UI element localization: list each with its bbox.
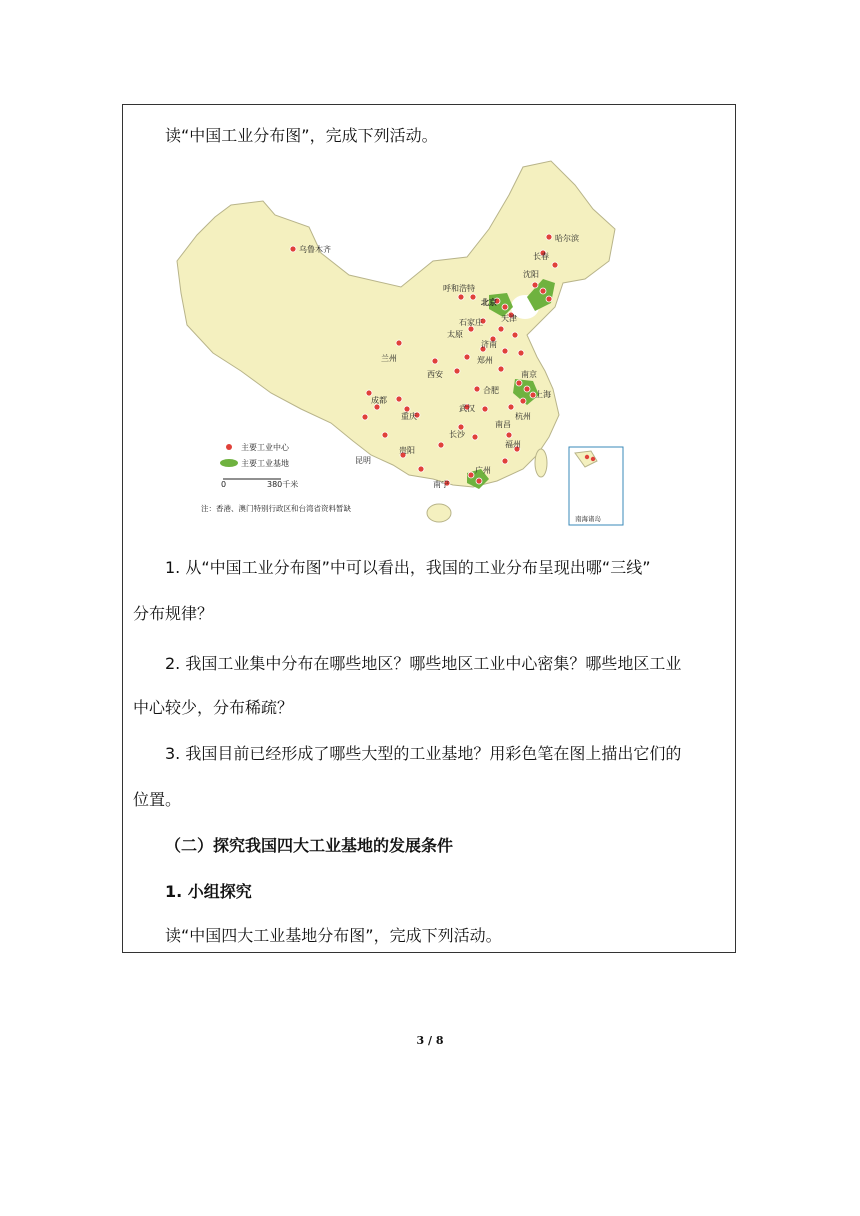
legend-base-label: 主要工业基地 <box>241 459 289 468</box>
city-label: 福州 <box>505 440 521 449</box>
question-1-line-2: 分布规律？ <box>133 604 214 623</box>
city-label: 重庆 <box>401 412 417 421</box>
city-label: 西安 <box>427 370 443 379</box>
legend-dot-icon <box>226 444 232 450</box>
page-number: 3 / 8 <box>416 1034 444 1047</box>
city-label: 南京 <box>521 370 537 379</box>
city-label: 太原 <box>447 330 463 339</box>
city-label: 杭州 <box>515 412 531 421</box>
city-label: 广州 <box>475 466 491 475</box>
map-figure <box>171 157 631 527</box>
section-title: （二）探究我国四大工业基地的发展条件 <box>165 836 454 855</box>
city-label: 长春 <box>533 252 549 261</box>
question-2-line-2: 中心较少，分布稀疏？ <box>133 698 294 717</box>
city-label: 石家庄 <box>459 318 483 327</box>
legend-center-label: 主要工业中心 <box>241 443 289 452</box>
legend-base-icon <box>220 459 238 467</box>
question-3-line-1: 3. 我国目前已经形成了哪些大型的工业基地？用彩色笔在图上描出它们的 <box>165 744 682 763</box>
city-label: 南宁 <box>433 480 449 489</box>
intro-2-text: 读“中国四大工业基地分布图”，完成下列活动。 <box>165 926 502 945</box>
city-label: 兰州 <box>381 354 397 363</box>
city-label: 合肥 <box>483 386 499 395</box>
city-label: 南昌 <box>495 420 511 429</box>
intro-text: 读“中国工业分布图”，完成下列活动。 <box>165 126 438 145</box>
south-china-sea-inset <box>569 447 623 525</box>
question-1-line-1: 1. 从“中国工业分布图”中可以看出，我国的工业分布呈现出哪“三线” <box>165 558 651 577</box>
hainan-island <box>427 504 451 522</box>
inset-label: 南海诸岛 <box>575 515 601 523</box>
city-label: 上海 <box>535 390 551 399</box>
map-note: 注：香港、澳门特别行政区和台湾省资料暂缺 <box>201 504 351 513</box>
city-label: 北京 <box>481 298 497 307</box>
scale-zero: 0 <box>221 480 227 489</box>
map-legend <box>201 442 351 513</box>
city-label: 昆明 <box>355 456 371 465</box>
question-3-line-2: 位置。 <box>133 790 182 809</box>
content-table-cell <box>122 104 736 953</box>
city-label: 呼和浩特 <box>443 284 475 293</box>
city-label: 贵阳 <box>399 446 415 455</box>
china-industry-map <box>171 157 631 527</box>
scale-label: 380千米 <box>267 480 299 489</box>
city-label: 长沙 <box>449 430 465 439</box>
taiwan-island <box>535 449 547 477</box>
city-label: 哈尔滨 <box>555 234 579 243</box>
city-label: 郑州 <box>477 356 493 365</box>
city-label: 乌鲁木齐 <box>299 245 331 254</box>
china-landmass <box>177 161 615 487</box>
city-label: 武汉 <box>459 404 475 413</box>
sub-title: 1. 小组探究 <box>165 882 252 901</box>
city-label: 济南 <box>481 340 497 349</box>
question-2-line-1: 2. 我国工业集中分布在哪些地区？哪些地区工业中心密集？哪些地区工业 <box>165 654 682 673</box>
city-label: 成都 <box>371 396 387 405</box>
city-label: 天津 <box>501 314 517 323</box>
city-label: 沈阳 <box>523 270 539 279</box>
